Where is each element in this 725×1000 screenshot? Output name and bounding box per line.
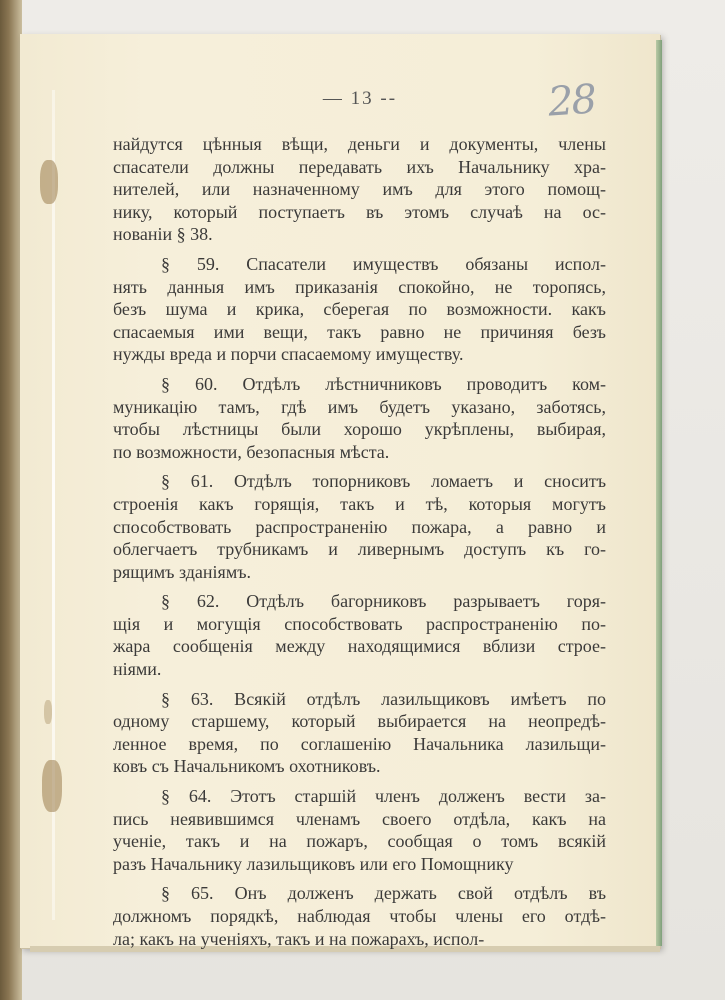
text-line: ла; какъ на ученіяхъ, такъ и на пожарахъ, испол-: [113, 928, 485, 949]
text-line: облегчаетъ трубникамъ и ливернымъ доступъ къ го-: [113, 539, 606, 560]
text-line: щія и могущія способствовать распространенію по-: [113, 613, 606, 634]
text-line: одному старшему, который выбирается на неопредѣ-: [113, 711, 606, 732]
text-line: пись неявившимся членамъ своего отдѣла, какъ на: [113, 808, 606, 829]
paragraph: [113, 133, 606, 246]
text-line: жара сообщенія между находящимися вблизи строе-: [113, 636, 606, 657]
text-line: § 59. Спасатели имуществъ обязаны испол-: [161, 253, 606, 274]
text-line: ленное время, по соглашенію Начальника лазильщи-: [113, 733, 606, 754]
text-line: спасатели должны передавать ихъ Начальнику хра-: [113, 156, 606, 177]
text-line: § 60. Отдѣлъ лѣстничниковъ проводитъ ком-: [161, 373, 606, 394]
book-spine: [0, 0, 22, 1000]
text-line: ковъ съ Начальникомъ охотниковъ.: [113, 756, 381, 777]
text-line: § 65. Онъ долженъ держать свой отдѣлъ въ: [161, 883, 606, 904]
text-line: § 61. Отдѣлъ топорниковъ ломаетъ и сноситъ: [161, 471, 606, 492]
stain-mark: [42, 760, 62, 812]
text-line: нужды вреда и порчи спасаемому имуществу.: [113, 344, 464, 365]
text-line: § 64. Этотъ старшій членъ долженъ вести за-: [161, 786, 606, 807]
text-line: ученіе, такъ и на пожаръ, сообщая о томъ всякій: [113, 831, 606, 852]
paragraph: [113, 253, 606, 366]
paragraph: [113, 688, 606, 778]
text-line: § 62. Отдѣлъ багорниковъ разрываетъ горя-: [161, 591, 606, 612]
stain-mark: [44, 700, 52, 724]
text-line: найдутся цѣнныя вѣщи, деньги и документы, члены: [113, 134, 606, 154]
page-edge: [656, 40, 662, 946]
paragraph: [113, 590, 606, 680]
paragraph: [113, 785, 606, 875]
stain-mark: [40, 160, 58, 204]
text-line: чтобы лѣстницы были хорошо укрѣплены, выбирая,: [113, 419, 606, 440]
text-line: нять данныя имъ приказанія спокойно, не торопясь,: [113, 276, 606, 297]
page-header: — 13 --: [322, 88, 398, 109]
text-line: нованіи § 38.: [113, 224, 213, 245]
text-line: строенія какъ горящія, такъ и тѣ, которыя могутъ: [113, 493, 606, 514]
text-line: способствовать распространенію пожара, а равно и: [113, 516, 606, 537]
text-line: должномъ порядкѣ, наблюдая чтобы члены его отдѣ-: [113, 906, 606, 926]
text-line: нику, который поступаетъ въ этомъ случаѣ на ос-: [113, 201, 606, 222]
handwritten-folio-number: 28: [546, 76, 597, 126]
text-line: разъ Начальнику лазильщиковъ или его Помощнику: [113, 853, 514, 874]
paragraph: [113, 373, 606, 463]
text-line: муникацію тамъ, гдѣ имъ будетъ указано, заботясь,: [113, 396, 606, 417]
text-line: нителей, или назначенному имъ для этого помощ-: [113, 179, 606, 200]
text-line: по возможности, безопасныя мѣста.: [113, 441, 390, 462]
paragraph: [113, 882, 606, 950]
text-line: § 63. Всякій отдѣлъ лазильщиковъ имѣетъ по: [161, 688, 606, 709]
paragraph: [113, 470, 606, 583]
text-line: рящимъ зданіямъ.: [113, 561, 252, 582]
text-line: безъ шума и крика, сберегая по возможности. какъ: [113, 299, 606, 320]
text-line: спасаемыя ими вещи, такъ равно не причиняя безъ: [113, 321, 606, 342]
body-text: [113, 133, 606, 957]
text-line: ніями.: [113, 659, 162, 680]
